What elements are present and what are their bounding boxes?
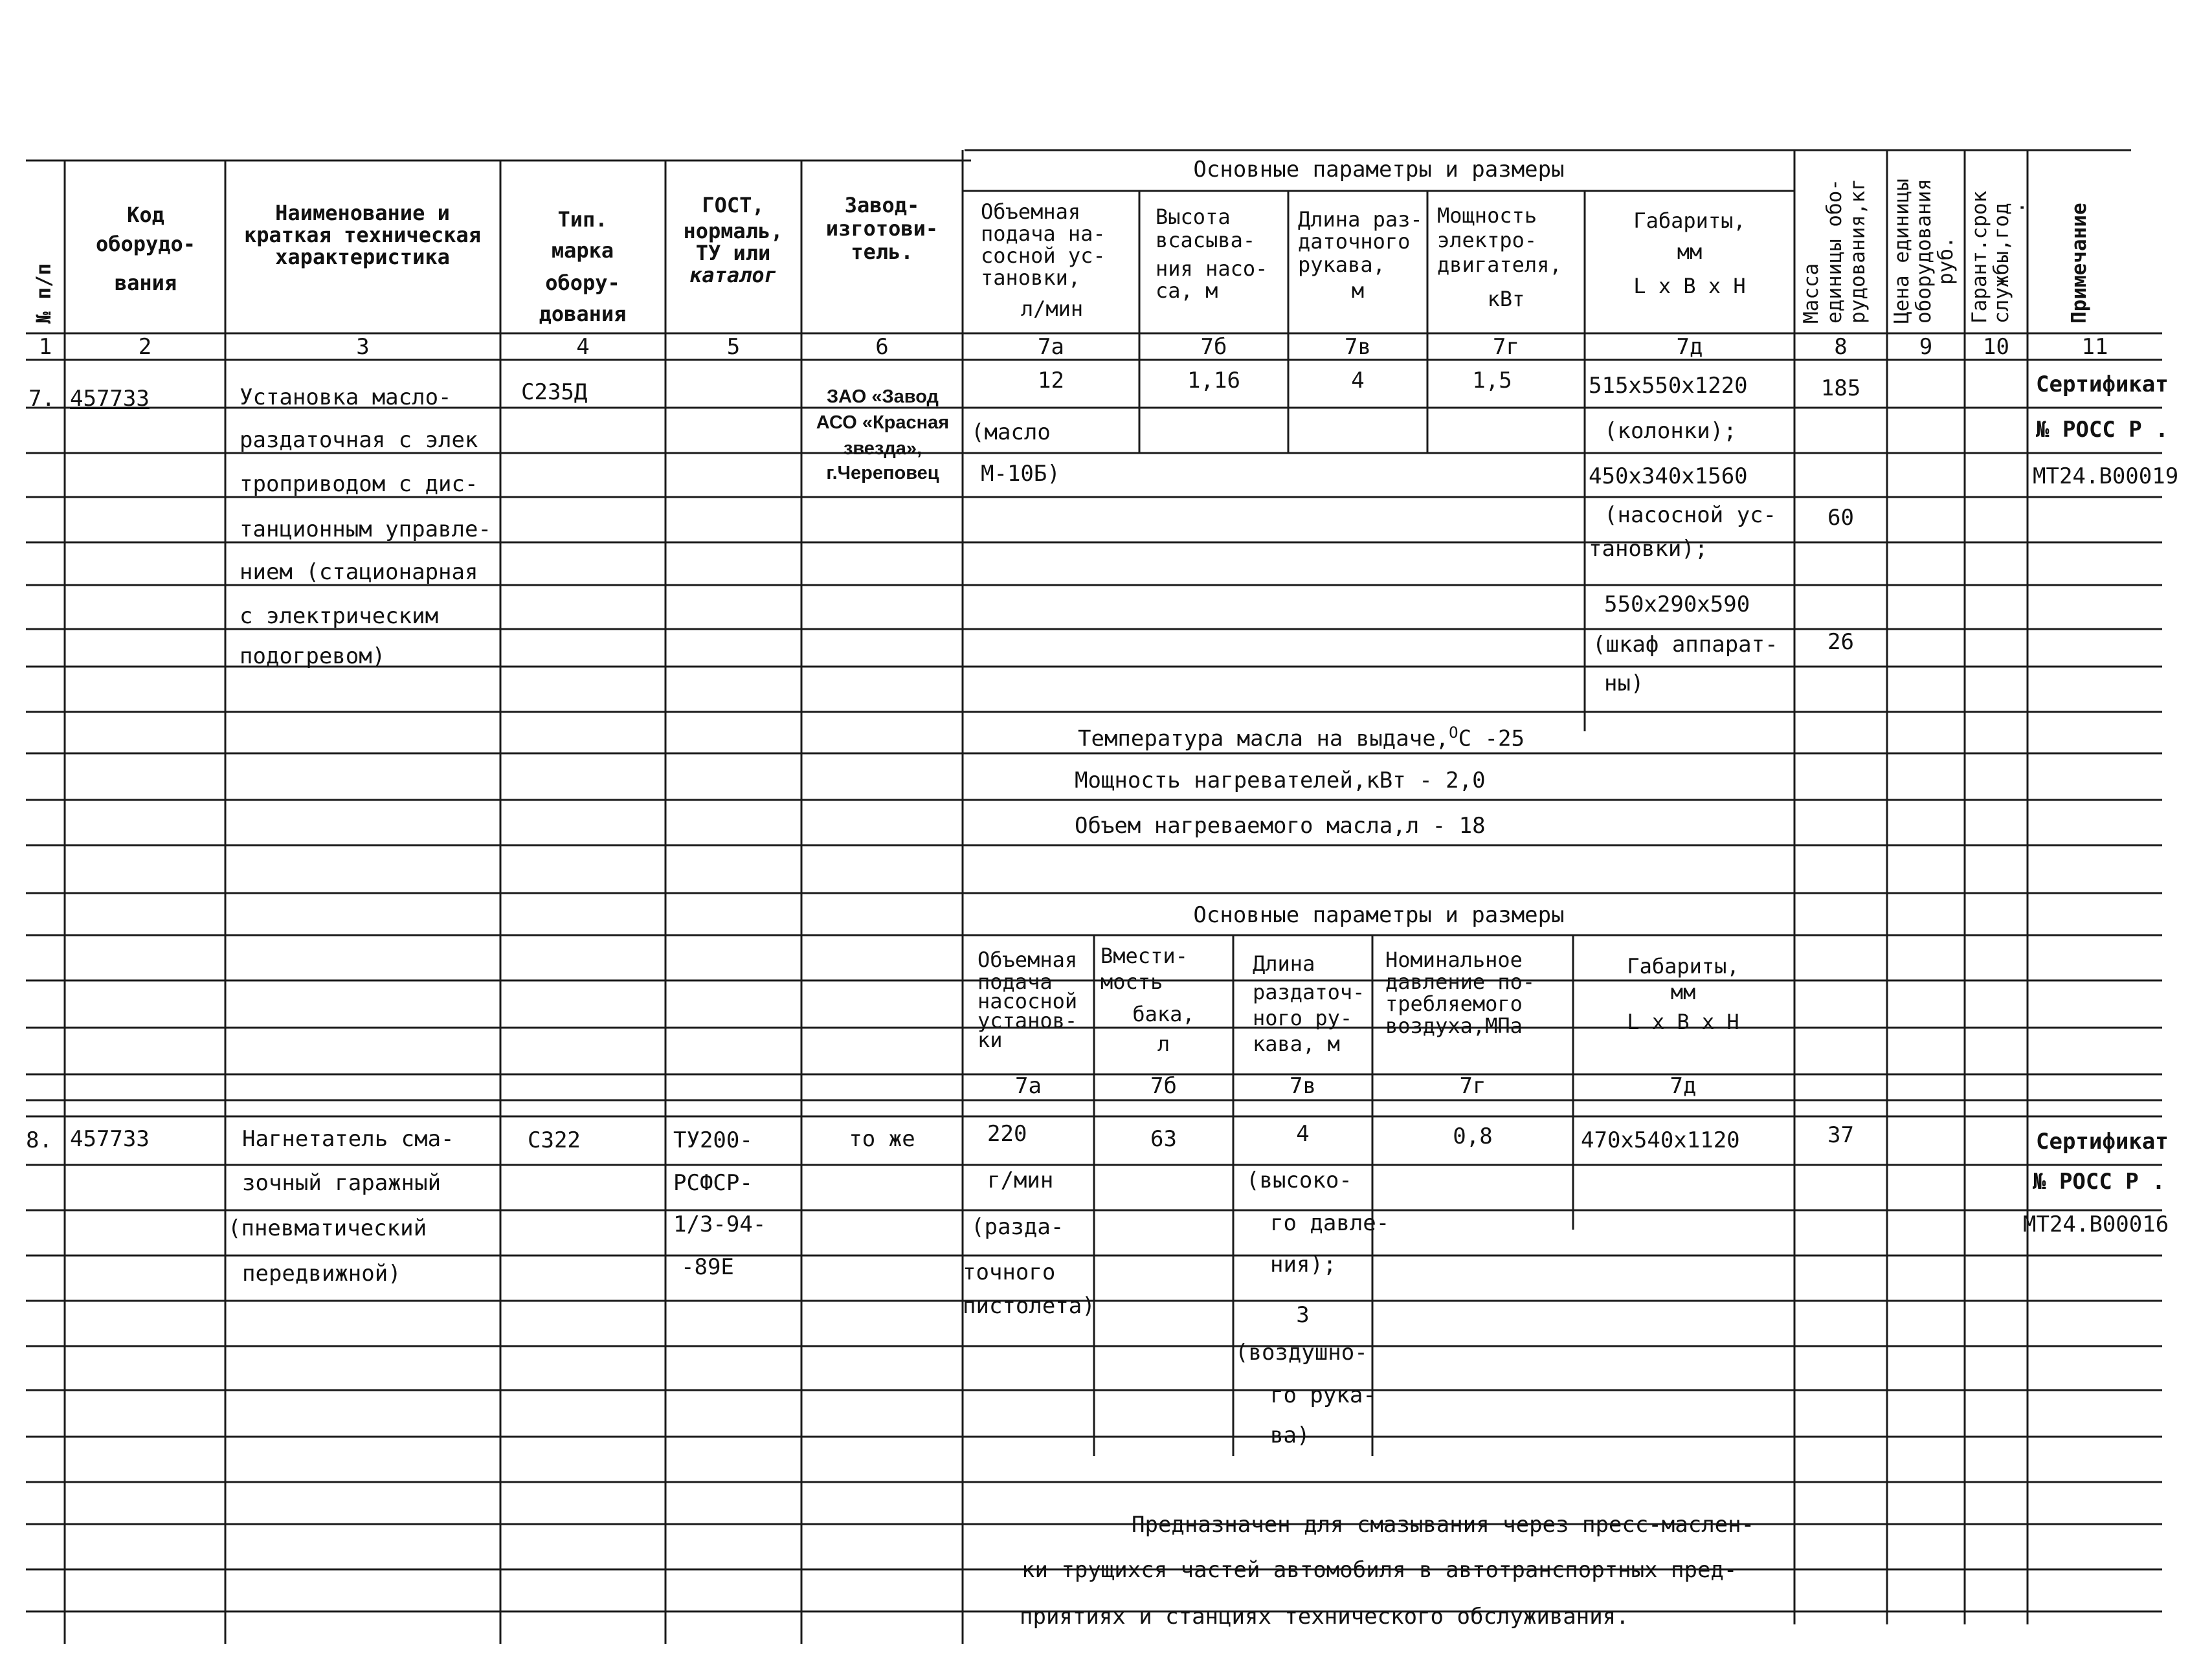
header2-a-line: насосной bbox=[978, 989, 1078, 1013]
header-sub-v-line: м bbox=[1351, 278, 1365, 303]
header2-label: 7г bbox=[1459, 1073, 1486, 1099]
header-col2-line: вания bbox=[114, 271, 177, 295]
header-sub-v-line: Длина раз- bbox=[1298, 207, 1423, 232]
header-col4-line: Тип. bbox=[557, 207, 608, 232]
header-col4-line: дования bbox=[539, 302, 627, 326]
header2-b-line: бака, bbox=[1132, 1002, 1195, 1026]
description-line: приятиях и станциях технического обслуживания. bbox=[1020, 1604, 1629, 1630]
equipment-name-line: Нагнетатель сма- bbox=[242, 1126, 454, 1152]
param-7v-line: 4 bbox=[1296, 1121, 1310, 1147]
param-7a-line: 220 bbox=[987, 1121, 1027, 1147]
gost-line: РСФСР- bbox=[673, 1170, 753, 1196]
header-col6-line: тель. bbox=[851, 239, 913, 264]
param-7v-line: го давле- bbox=[1270, 1210, 1390, 1236]
header-col8-line: Масса bbox=[1800, 263, 1823, 324]
maker-line: ЗАО «Завод bbox=[827, 386, 939, 407]
param-7b: 1,16 bbox=[1187, 368, 1240, 393]
params-title: Основные параметры и размеры bbox=[1193, 157, 1565, 183]
column-number: 6 bbox=[875, 334, 889, 360]
header-col5-line: ТУ или bbox=[695, 241, 771, 265]
header2-a-line: ки bbox=[978, 1028, 1003, 1052]
dimensions-line: (насосной ус- bbox=[1604, 502, 1777, 528]
row-number: 8. bbox=[26, 1127, 52, 1153]
degree-sign: O bbox=[1449, 724, 1458, 742]
note-line: МТ24.В00016 bbox=[2023, 1212, 2169, 1237]
header2-d-line: Габариты, bbox=[1627, 954, 1739, 979]
extra-heater-power: Мощность нагревателей,кВт - 2,0 bbox=[1075, 768, 1486, 793]
equipment-name-line: танционным управле- bbox=[240, 516, 491, 542]
header2-b-line: мость bbox=[1100, 969, 1163, 994]
header-col5-line: ГОСТ, bbox=[702, 193, 765, 217]
header-sub-a-line: тановки, bbox=[981, 265, 1081, 290]
column-number: 11 bbox=[2081, 334, 2108, 360]
equipment-name-line: троприводом с дис- bbox=[240, 471, 478, 497]
param-7b: 63 bbox=[1150, 1126, 1177, 1152]
header-sub-b-line: Высота bbox=[1156, 205, 1231, 229]
header2-label: 7б bbox=[1150, 1073, 1177, 1099]
gost-line: 1/3-94- bbox=[673, 1212, 766, 1237]
equipment-name-line: зочный гаражный bbox=[242, 1170, 441, 1196]
header-col10-line: . bbox=[2005, 201, 2029, 214]
mass-value: 185 bbox=[1820, 375, 1861, 401]
header2-d-line: L x B x H bbox=[1627, 1010, 1739, 1034]
header-col6-line: Завод- bbox=[844, 193, 920, 217]
column-number: 7д bbox=[1676, 334, 1703, 360]
header-col4-line: обору- bbox=[545, 271, 620, 295]
header-sub-d-line: L x B x H bbox=[1633, 274, 1746, 298]
column-number: 7а bbox=[1038, 334, 1064, 360]
param-7v-line: (воздушно- bbox=[1235, 1340, 1368, 1366]
header2-b-line: Вмести- bbox=[1100, 944, 1188, 968]
equipment-code: 457733 bbox=[70, 386, 150, 412]
header2-label: 7а bbox=[1015, 1073, 1042, 1099]
header-col2-line: Код bbox=[127, 203, 164, 227]
header2-g-line: требляемого bbox=[1385, 991, 1523, 1016]
description-line: Предназначен для смазывания через пресс-маслен- bbox=[1132, 1512, 1755, 1538]
header-col4-line: марка bbox=[551, 238, 614, 263]
header-col8-line: рудования,кг bbox=[1846, 179, 1870, 324]
header-sub-v-line: рукава, bbox=[1298, 252, 1385, 277]
header-sub-a-line: Объемная bbox=[981, 199, 1081, 224]
param-7g: 0,8 bbox=[1453, 1123, 1493, 1149]
header-sub-g-line: двигателя, bbox=[1437, 252, 1562, 277]
header-sub-a-line: подача на- bbox=[981, 221, 1106, 246]
header2-label: 7д bbox=[1670, 1073, 1697, 1099]
header-col3-line: характеристика bbox=[275, 245, 450, 269]
maker-line: АСО «Красная bbox=[816, 412, 950, 433]
header2-v-line: ного ру- bbox=[1253, 1006, 1353, 1030]
header2-v-line: раздаточ- bbox=[1253, 980, 1365, 1004]
note-line: Сертификат bbox=[2036, 371, 2169, 397]
equipment-name-line: раздаточная с элек bbox=[240, 427, 478, 453]
note-line: МТ24.В00019 bbox=[2033, 463, 2179, 489]
column-number: 1 bbox=[38, 334, 52, 360]
equipment-name-line: подогревом) bbox=[240, 643, 386, 669]
header2-g-line: воздуха,МПа bbox=[1385, 1013, 1523, 1038]
header2-a-line: подача bbox=[978, 969, 1053, 994]
gost-line: -89Е bbox=[681, 1254, 734, 1280]
header-sub-d-line: мм bbox=[1677, 239, 1703, 264]
header2-a-line: Объемная bbox=[978, 947, 1078, 972]
maker: то же bbox=[849, 1126, 915, 1152]
extra-oil-volume: Объем нагреваемого масла,л - 18 bbox=[1075, 813, 1486, 839]
header-sub-v-line: даточного bbox=[1298, 229, 1411, 254]
header-sub-b-line: ния насо- bbox=[1156, 256, 1268, 281]
param-7v: 4 bbox=[1351, 368, 1365, 393]
note-line: Сертификат bbox=[2036, 1129, 2169, 1155]
header-col2-line: оборудо- bbox=[95, 232, 196, 256]
header-col5-line: каталог bbox=[689, 263, 777, 287]
header-col11: Примечание bbox=[2068, 203, 2091, 324]
equipment-name-line: (пневматический bbox=[228, 1215, 427, 1241]
column-number: 7в bbox=[1345, 334, 1371, 360]
header-sub-g-line: кВт bbox=[1487, 287, 1525, 311]
extra-temperature-value: С -25 bbox=[1458, 725, 1525, 752]
header-col9-line: Цена единицы bbox=[1890, 179, 1914, 324]
extra-temperature-label: Температура масла на выдаче, bbox=[1078, 725, 1449, 752]
extra-temperature bbox=[1078, 720, 1525, 751]
column-number: 7б bbox=[1200, 334, 1227, 360]
header2-g-line: давление по- bbox=[1385, 969, 1536, 994]
header-col6-line: изготови- bbox=[825, 216, 939, 241]
header-sub-b-line: всасыва- bbox=[1156, 228, 1256, 252]
row-number: 7. bbox=[28, 386, 55, 412]
param-7a-note: М-10Б) bbox=[981, 461, 1060, 487]
param-7v-line: ва) bbox=[1270, 1422, 1310, 1448]
header-sub-a-line: л/мин bbox=[1020, 296, 1084, 321]
param-7a: 12 bbox=[1038, 368, 1064, 393]
header-col9-line: оборудования bbox=[1912, 179, 1936, 324]
header-sub-g-line: электро- bbox=[1437, 228, 1537, 252]
description-line: ки трущихся частей автомобиля в автотранспортных пред- bbox=[1022, 1557, 1737, 1583]
header-col5-line: нормаль, bbox=[683, 219, 783, 243]
header2-b-line: л bbox=[1157, 1032, 1170, 1056]
column-number: 5 bbox=[726, 334, 741, 360]
dimensions-line: (колонки); bbox=[1604, 418, 1737, 444]
param-7v-line: 3 bbox=[1296, 1302, 1310, 1328]
header2-d-line: мм bbox=[1670, 980, 1696, 1004]
header-sub-g-line: Мощность bbox=[1437, 203, 1537, 228]
header-col1: № п/п bbox=[32, 263, 56, 324]
mass-value: 26 bbox=[1827, 629, 1854, 655]
param-7a-line: пистолета) bbox=[963, 1293, 1095, 1319]
dimensions-line: 515х550х1220 bbox=[1589, 373, 1748, 399]
param-7v-line: го рука- bbox=[1270, 1382, 1376, 1408]
param-7v-line: (высоко- bbox=[1246, 1167, 1352, 1193]
params-title-2: Основные параметры и размеры bbox=[1193, 902, 1565, 928]
maker-line: г.Череповец bbox=[826, 463, 939, 483]
equipment-name-line: с электрическим bbox=[240, 603, 439, 629]
dimensions-line: тановки); bbox=[1589, 536, 1708, 562]
gost-line: ТУ200- bbox=[673, 1127, 753, 1153]
header-col8-line: единицы обо- bbox=[1823, 179, 1846, 324]
column-number: 3 bbox=[356, 334, 370, 360]
column-number: 8 bbox=[1834, 334, 1848, 360]
column-number: 10 bbox=[1983, 334, 2009, 360]
header-sub-a-line: сосной ус- bbox=[981, 243, 1106, 268]
header-col3-line: краткая техническая bbox=[243, 223, 482, 247]
header2-g-line: Номинальное bbox=[1385, 947, 1523, 972]
header2-label: 7в bbox=[1290, 1073, 1316, 1099]
header2-a-line: установ- bbox=[978, 1008, 1078, 1033]
column-number: 9 bbox=[1919, 334, 1933, 360]
header2-v-line: Длина bbox=[1253, 951, 1315, 976]
param-7a-note: (масло bbox=[971, 419, 1051, 445]
header2-v-line: кава, м bbox=[1253, 1032, 1340, 1056]
equipment-name-line: передвижной) bbox=[242, 1261, 401, 1287]
mass-value: 60 bbox=[1827, 505, 1854, 531]
header-col3-line: Наименование и bbox=[275, 201, 450, 225]
param-7a-line: точного bbox=[963, 1259, 1056, 1285]
param-7a-line: г/мин bbox=[987, 1167, 1054, 1193]
note-line: № РОСС Р . bbox=[2036, 417, 2169, 443]
note-line: № РОСС Р . bbox=[2033, 1169, 2165, 1195]
header-col10-line: Гарант.срок bbox=[1968, 190, 1991, 324]
dimensions: 470х540х1120 bbox=[1581, 1127, 1740, 1153]
equipment-type: С322 bbox=[528, 1127, 581, 1153]
mass-value: 37 bbox=[1827, 1122, 1854, 1148]
equipment-name-line: Установка масло- bbox=[240, 384, 452, 410]
equipment-type: С235Д bbox=[521, 379, 588, 405]
equipment-name-line: нием (стационарная bbox=[240, 559, 478, 585]
dimensions-line: 550х290х590 bbox=[1604, 592, 1750, 617]
column-number: 7г bbox=[1493, 334, 1519, 360]
header-sub-d-line: Габариты, bbox=[1633, 208, 1746, 233]
column-number: 2 bbox=[138, 334, 152, 360]
header-sub-b-line: са, м bbox=[1156, 278, 1218, 303]
header-col10-line: службы,год bbox=[1990, 203, 2013, 324]
dimensions-line: ны) bbox=[1604, 670, 1644, 696]
param-7v-line: ния); bbox=[1270, 1252, 1337, 1278]
column-number: 4 bbox=[576, 334, 590, 360]
header-col9-line: руб. bbox=[1934, 236, 1958, 285]
param-7g: 1,5 bbox=[1472, 368, 1512, 393]
maker-line: звезда», bbox=[843, 438, 922, 459]
dimensions-line: (шкаф аппарат- bbox=[1592, 632, 1778, 658]
equipment-code: 457733 bbox=[70, 1126, 150, 1152]
dimensions-line: 450х340х1560 bbox=[1589, 463, 1748, 489]
param-7a-line: (разда- bbox=[971, 1214, 1064, 1240]
